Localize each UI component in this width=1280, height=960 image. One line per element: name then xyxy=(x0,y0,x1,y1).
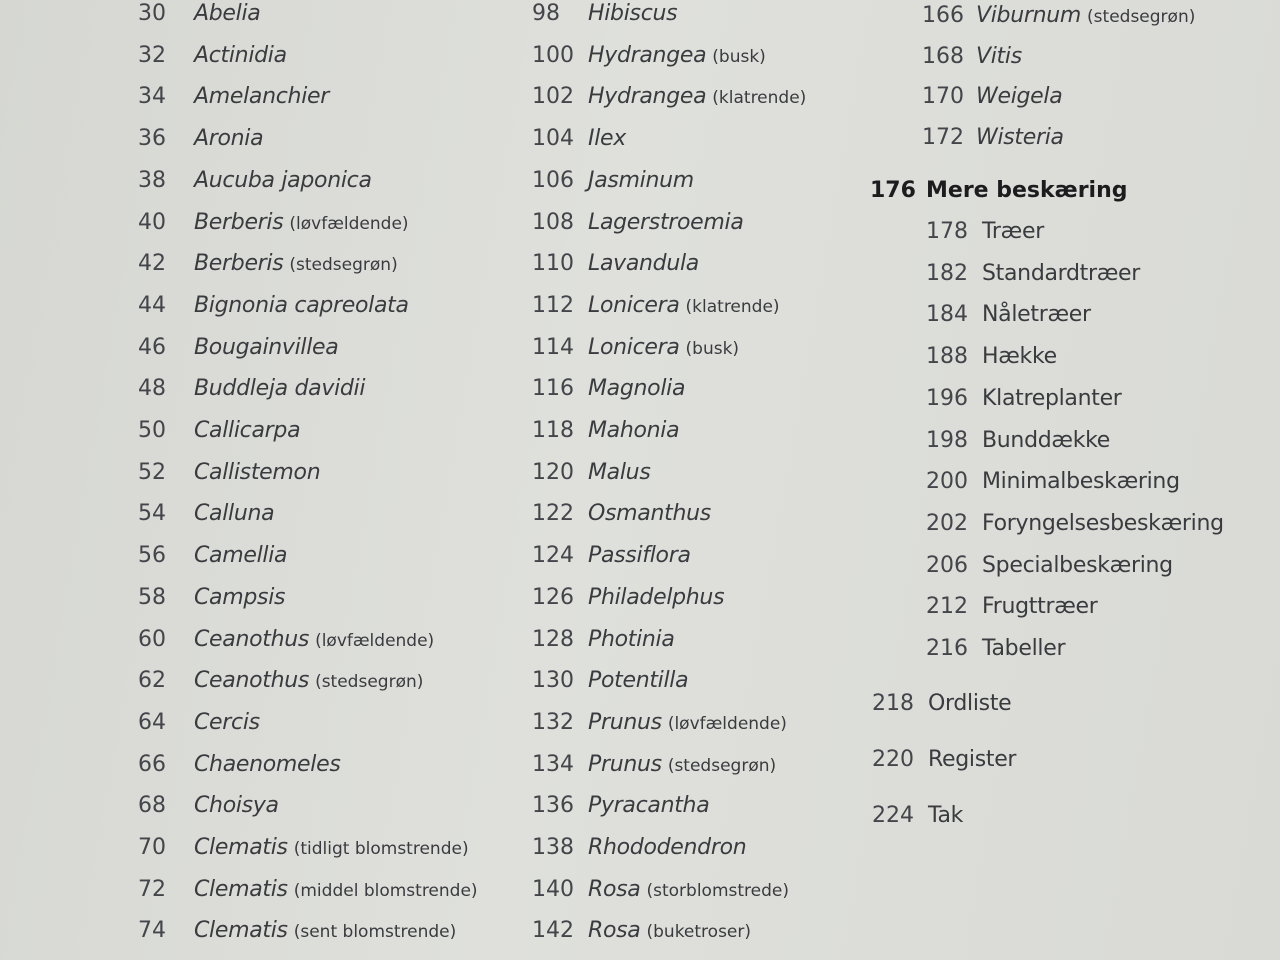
contents-entry xyxy=(926,260,1140,288)
page-number: 48 xyxy=(138,376,166,402)
entry-note: (løvfældende) xyxy=(315,630,435,651)
contents-entry xyxy=(922,124,1064,152)
entry-title: Ceanothus xyxy=(194,626,310,652)
page-number: 220 xyxy=(872,747,914,772)
entry-title: Passiflora xyxy=(588,543,691,569)
entry-note: (stedsegrøn) xyxy=(289,255,398,276)
page-number: 124 xyxy=(532,543,574,569)
contents-entry xyxy=(922,43,1022,71)
page-number: 178 xyxy=(926,219,968,244)
page-number: 104 xyxy=(532,126,574,152)
page-number: 206 xyxy=(926,552,968,578)
page-number: 198 xyxy=(926,427,968,453)
entry-title: Rosa xyxy=(588,876,641,902)
entry-title: Choisya xyxy=(194,793,279,819)
entry-note: (løvfældende) xyxy=(667,713,787,734)
entry-title: Magnolia xyxy=(588,376,686,402)
entry-title: Jasminum xyxy=(588,167,694,193)
entry-title: Prunus xyxy=(588,709,662,735)
entry-title: Frugttræer xyxy=(982,594,1098,620)
page-number: 38 xyxy=(138,167,166,193)
contents-entry xyxy=(532,250,699,278)
entry-note: (stedsegrøn) xyxy=(1087,7,1196,27)
contents-entry xyxy=(532,292,780,320)
entry-title: Minimalbeskæring xyxy=(982,469,1180,495)
entry-note: (busk) xyxy=(712,46,766,67)
contents-entry xyxy=(532,209,744,237)
page-number: 200 xyxy=(926,469,968,495)
entry-title: Lavandula xyxy=(588,251,699,277)
contents-entry xyxy=(138,792,279,820)
contents-entry xyxy=(926,593,1098,621)
contents-entry xyxy=(138,250,398,278)
contents-entry xyxy=(138,0,260,28)
contents-entry xyxy=(532,334,739,362)
entry-title: Camellia xyxy=(194,543,288,569)
entry-title: Clematis xyxy=(194,918,288,944)
page-number: 216 xyxy=(926,636,968,661)
contents-entry xyxy=(138,292,409,320)
contents-entry xyxy=(532,167,694,195)
entry-title: Weigela xyxy=(976,84,1063,109)
entry-title: Pyracantha xyxy=(588,793,710,819)
contents-entry xyxy=(138,83,329,111)
entry-title: Ordliste xyxy=(928,691,1012,716)
page-number: 166 xyxy=(922,3,964,28)
contents-entry xyxy=(138,500,274,528)
entry-title: Ceanothus xyxy=(194,668,310,694)
page-number: 108 xyxy=(532,209,574,235)
page-number: 58 xyxy=(138,584,166,610)
page-number: 118 xyxy=(532,418,574,443)
entry-title: Prunus xyxy=(588,751,662,777)
page-number: 44 xyxy=(138,292,166,318)
page-number: 102 xyxy=(532,84,574,110)
contents-entry xyxy=(926,301,1091,329)
entry-title: Lagerstroemia xyxy=(588,209,744,235)
page-number: 212 xyxy=(926,594,968,620)
page-number: 70 xyxy=(138,835,166,860)
entry-title: Cercis xyxy=(194,709,260,735)
page-number: 72 xyxy=(138,876,166,902)
entry-title: Osmanthus xyxy=(588,501,711,527)
contents-entry xyxy=(138,917,456,945)
page-number: 50 xyxy=(138,418,166,443)
entry-title: Bignonia capreolata xyxy=(194,292,409,318)
entry-title: Træer xyxy=(982,219,1044,244)
page-number: 142 xyxy=(532,918,574,944)
contents-entry xyxy=(872,690,1011,718)
page-number: 52 xyxy=(138,459,166,485)
contents-entry xyxy=(532,42,766,70)
contents-entry xyxy=(926,427,1110,455)
contents-entry xyxy=(532,83,806,111)
contents-entry xyxy=(532,0,677,28)
page-number: 126 xyxy=(532,584,574,610)
page-number: 34 xyxy=(138,84,166,110)
contents-entry xyxy=(138,626,434,654)
page-number: 98 xyxy=(532,1,560,26)
entry-note: (stedsegrøn) xyxy=(667,755,777,776)
entry-title: Tak xyxy=(928,803,964,828)
page-number: 106 xyxy=(532,167,574,193)
entry-title: Mahonia xyxy=(588,418,680,443)
page-number: 188 xyxy=(926,344,968,370)
page-number: 30 xyxy=(138,1,166,26)
entry-title: Specialbeskæring xyxy=(982,552,1173,578)
entry-title: Bunddække xyxy=(982,427,1111,453)
entry-title: Clematis xyxy=(194,835,288,860)
entry-note: (tidligt blomstrende) xyxy=(293,839,469,859)
entry-title: Potentilla xyxy=(588,668,689,694)
entry-title: Callistemon xyxy=(194,459,321,485)
page-number: 224 xyxy=(872,803,914,828)
contents-entry xyxy=(532,792,709,820)
contents-entry xyxy=(926,218,1044,246)
page-number: 182 xyxy=(926,260,968,286)
page-number: 184 xyxy=(926,302,968,328)
page-number: 202 xyxy=(926,510,968,536)
section-heading-number: 176 xyxy=(870,178,916,203)
page-number: 120 xyxy=(532,459,574,485)
page-number: 46 xyxy=(138,334,166,360)
page-number: 114 xyxy=(532,334,574,360)
page-number: 134 xyxy=(532,751,574,777)
contents-entry xyxy=(922,83,1062,111)
contents-entry xyxy=(926,635,1065,663)
entry-title: Tabeller xyxy=(982,636,1066,661)
entry-title: Actinidia xyxy=(194,42,287,68)
contents-entry xyxy=(138,334,338,362)
page-number: 136 xyxy=(532,793,574,819)
page-number: 40 xyxy=(138,209,166,235)
contents-entry xyxy=(532,834,746,862)
entry-title: Aronia xyxy=(194,126,264,152)
page-number: 64 xyxy=(138,709,166,735)
contents-entry xyxy=(926,552,1173,580)
entry-title: Rhododendron xyxy=(588,835,747,860)
entry-title: Amelanchier xyxy=(194,84,329,110)
contents-entry xyxy=(138,125,263,153)
contents-entry xyxy=(138,42,287,70)
entry-title: Hydrangea xyxy=(588,42,707,68)
page-number: 42 xyxy=(138,251,166,277)
contents-entry xyxy=(532,751,776,779)
entry-title: Rosa xyxy=(588,918,641,944)
contents-entry xyxy=(872,802,963,830)
entry-title: Viburnum xyxy=(976,3,1082,28)
entry-note: (stedsegrøn) xyxy=(315,672,424,693)
contents-entry xyxy=(138,542,287,570)
contents-entry xyxy=(138,459,320,487)
page-number: 36 xyxy=(138,126,166,152)
page-number: 62 xyxy=(138,668,166,694)
page-number: 56 xyxy=(138,543,166,569)
contents-entry xyxy=(138,751,341,779)
contents-entry xyxy=(532,417,679,445)
contents-entry xyxy=(532,500,711,528)
contents-entry xyxy=(138,209,409,237)
contents-entry xyxy=(926,468,1180,496)
entry-title: Philadelphus xyxy=(588,584,725,610)
entry-title: Abelia xyxy=(194,1,261,26)
contents-entry xyxy=(922,2,1195,30)
contents-entry xyxy=(138,709,260,737)
contents-entry xyxy=(926,510,1224,538)
contents-entry xyxy=(138,375,365,403)
entry-note: (sent blomstrende) xyxy=(293,922,457,943)
section-heading-title: Mere beskæring xyxy=(926,178,1128,203)
entry-note: (busk) xyxy=(685,338,740,359)
contents-entry xyxy=(532,375,685,403)
entry-note: (klatrende) xyxy=(685,296,780,317)
entry-title: Buddleja davidii xyxy=(194,376,366,402)
contents-entry xyxy=(532,459,650,487)
entry-title: Clematis xyxy=(194,876,288,902)
page-number: 60 xyxy=(138,626,166,652)
page-number: 172 xyxy=(922,124,964,150)
contents-entry xyxy=(872,746,1016,774)
page-number: 130 xyxy=(532,668,574,694)
entry-title: Klatreplanter xyxy=(982,385,1122,411)
entry-title: Hibiscus xyxy=(588,1,678,26)
entry-title: Calluna xyxy=(194,501,275,527)
entry-note: (storblomstrede) xyxy=(646,880,789,901)
contents-entry xyxy=(532,125,626,153)
contents-entry xyxy=(138,876,478,904)
entry-title: Malus xyxy=(588,459,651,485)
entry-title: Callicarpa xyxy=(194,418,301,443)
contents-entry xyxy=(532,709,787,737)
contents-entry xyxy=(138,167,372,195)
entry-title: Ilex xyxy=(588,126,626,152)
section-heading-mere-beskaering xyxy=(870,178,1128,203)
entry-title: Aucuba japonica xyxy=(194,167,372,193)
entry-title: Chaenomeles xyxy=(194,751,341,777)
contents-entry xyxy=(138,417,300,445)
contents-entry xyxy=(138,584,285,612)
page-number: 218 xyxy=(872,691,914,716)
page-number: 74 xyxy=(138,918,166,944)
entry-title: Hække xyxy=(982,344,1057,370)
entry-title: Berberis xyxy=(194,209,284,235)
entry-title: Standardtræer xyxy=(982,260,1141,286)
contents-entry xyxy=(532,584,724,612)
entry-note: (middel blomstrende) xyxy=(293,880,478,901)
entry-title: Hydrangea xyxy=(588,84,707,110)
contents-entry xyxy=(532,626,675,654)
page-number: 110 xyxy=(532,251,574,277)
page-number: 140 xyxy=(532,876,574,902)
entry-note: (buketroser) xyxy=(646,922,752,943)
contents-entry xyxy=(532,876,789,904)
page-number: 170 xyxy=(922,84,964,109)
entry-note: (klatrende) xyxy=(712,88,807,109)
contents-entry xyxy=(532,542,691,570)
entry-title: Wisteria xyxy=(976,124,1064,150)
page-number: 100 xyxy=(532,42,574,68)
contents-entry xyxy=(532,667,688,695)
page-number: 68 xyxy=(138,793,166,819)
page-number: 116 xyxy=(532,376,574,402)
contents-entry xyxy=(926,385,1122,413)
entry-title: Bougainvillea xyxy=(194,334,339,360)
entry-title: Lonicera xyxy=(588,334,680,360)
entry-title: Berberis xyxy=(194,251,284,277)
entry-title: Register xyxy=(928,747,1017,772)
page-number: 196 xyxy=(926,385,968,411)
entry-title: Foryngelsesbeskæring xyxy=(982,510,1224,536)
contents-entry xyxy=(532,917,751,945)
contents-entry xyxy=(926,343,1057,371)
entry-title: Photinia xyxy=(588,626,675,652)
page-number: 54 xyxy=(138,501,166,527)
entry-title: Nåletræer xyxy=(982,302,1091,328)
contents-entry xyxy=(138,834,469,862)
entry-title: Lonicera xyxy=(588,292,680,318)
page-number: 128 xyxy=(532,626,574,652)
entry-note: (løvfældende) xyxy=(289,213,409,234)
entry-title: Vitis xyxy=(976,43,1022,69)
page-number: 66 xyxy=(138,751,166,777)
contents-entry xyxy=(138,667,423,695)
entry-title: Campsis xyxy=(194,584,286,610)
page-number: 122 xyxy=(532,501,574,527)
page-number: 132 xyxy=(532,709,574,735)
page-number: 138 xyxy=(532,835,574,860)
page-number: 168 xyxy=(922,43,964,69)
page-number: 32 xyxy=(138,42,166,68)
page-number: 112 xyxy=(532,292,574,318)
